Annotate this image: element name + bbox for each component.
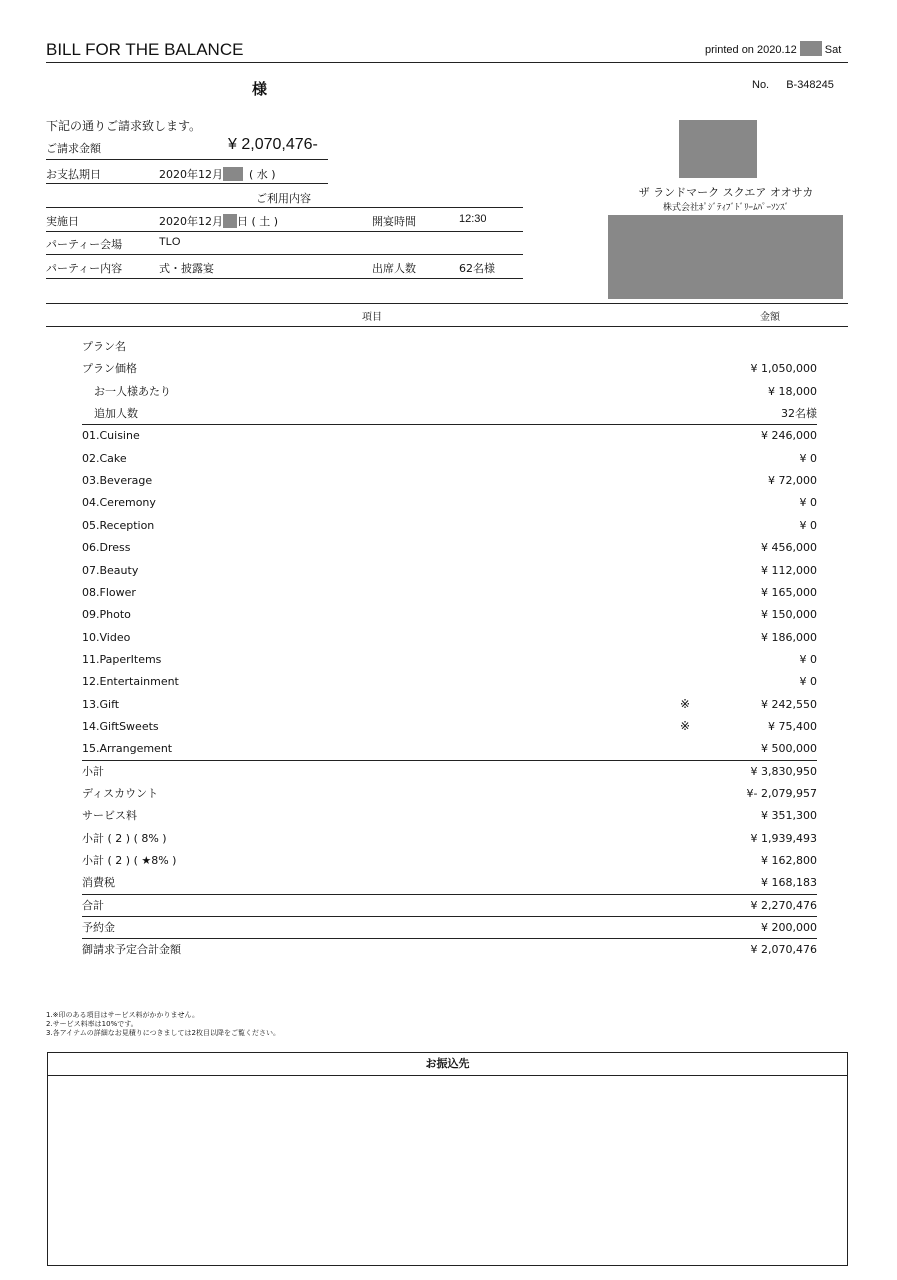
row-amount: ¥ 200,000 xyxy=(761,921,817,935)
date-value-month: 2020年12月 xyxy=(159,215,223,228)
row-amount: ¥ 0 xyxy=(799,652,817,666)
time-value: 12:30 xyxy=(459,213,487,225)
row-amount: ¥ 3,830,950 xyxy=(750,764,817,778)
row-amount: ¥ 72,000 xyxy=(768,474,817,488)
row-amount: ¥ 0 xyxy=(799,496,817,510)
due-value xyxy=(159,166,276,182)
row-amount: ¥ 112,000 xyxy=(761,563,817,577)
row-label: 09.Photo xyxy=(82,608,131,622)
row-amount: ¥ 0 xyxy=(799,451,817,465)
honorific: 様 xyxy=(252,80,268,98)
row-label: 小計 ( 2 ) ( ★8% ) xyxy=(82,854,177,868)
venue-value: TLO xyxy=(159,236,181,248)
company-name: ザ ランドマーク スクエア オオサカ xyxy=(638,186,814,199)
amount-label: ご請求金額 xyxy=(46,142,101,155)
time-label: 開宴時間 xyxy=(372,215,416,228)
redacted-block xyxy=(223,167,243,181)
usage-line xyxy=(46,207,523,208)
row-amount: ¥ 351,300 xyxy=(761,809,817,823)
company-logo-redacted xyxy=(679,120,757,178)
printed-date xyxy=(705,41,841,56)
venue-label: パーティー会場 xyxy=(46,238,123,251)
guests-value: 62名様 xyxy=(459,262,495,275)
date-label: 実施日 xyxy=(46,215,79,228)
row-label: 13.Gift xyxy=(82,697,120,711)
row-amount: 32名様 xyxy=(781,407,817,421)
note-line: 3.各アイテムの詳細なお見積りにつきましては2枚目以降をご覧ください。 xyxy=(46,1029,281,1037)
row-label: プラン名 xyxy=(82,340,126,353)
table-row xyxy=(82,627,817,648)
note-line: 2.サービス料率は10%です。 xyxy=(46,1020,138,1028)
row-label: サービス料 xyxy=(82,809,137,823)
redacted-block xyxy=(800,41,822,56)
table-row xyxy=(82,582,817,603)
table-row xyxy=(82,761,817,782)
venue-line xyxy=(46,254,523,255)
date-value xyxy=(159,213,278,229)
table-row xyxy=(82,917,817,939)
row-amount: ¥ 168,183 xyxy=(761,876,817,890)
table-row xyxy=(82,537,817,558)
table-row xyxy=(82,716,817,737)
table-row xyxy=(82,448,817,469)
row-label: 予約金 xyxy=(82,921,115,935)
note-line: 1.※印のある項目はサービス料がかかりません。 xyxy=(46,1011,199,1019)
table-row xyxy=(82,403,817,425)
row-label: 御請求予定合計金額 xyxy=(82,943,181,957)
table-row xyxy=(82,828,817,849)
table-row xyxy=(82,560,817,581)
row-label: 02.Cake xyxy=(82,451,127,465)
table-row xyxy=(82,872,817,894)
table-row xyxy=(82,939,817,960)
content-line xyxy=(46,278,523,279)
row-label: 01.Cuisine xyxy=(82,429,140,443)
row-amount: ¥ 242,550 xyxy=(761,697,817,711)
row-label: プラン価格 xyxy=(82,362,137,376)
amount-value: ¥ 2,070,476- xyxy=(228,136,318,153)
due-value-month: 2020年12月 xyxy=(159,168,223,181)
column-header-item: 項目 xyxy=(362,312,382,323)
table-row xyxy=(82,850,817,871)
table-row xyxy=(82,515,817,536)
intro-text: 下記の通りご請求致します。 xyxy=(46,119,202,133)
table-row xyxy=(82,336,817,357)
service-exempt-mark: ※ xyxy=(680,718,691,733)
no-label: No. xyxy=(752,79,770,91)
table-row xyxy=(82,649,817,670)
no-value: B-348245 xyxy=(786,79,834,91)
date-value-day: 日 ( 土 ) xyxy=(237,215,279,228)
table-row xyxy=(82,895,817,917)
row-amount: ¥ 2,270,476 xyxy=(750,898,817,912)
guests-label: 出席人数 xyxy=(372,262,416,275)
table-row xyxy=(82,671,817,692)
row-label: 合計 xyxy=(82,898,104,912)
table-row xyxy=(82,604,817,625)
row-label: 14.GiftSweets xyxy=(82,719,159,733)
column-header-amount: 金額 xyxy=(760,312,780,323)
table-row xyxy=(82,694,817,715)
row-amount: ¥ 500,000 xyxy=(761,742,817,756)
row-label: 15.Arrangement xyxy=(82,742,173,756)
row-label: お一人様あたり xyxy=(94,384,171,398)
row-amount: ¥ 150,000 xyxy=(761,608,817,622)
table-row xyxy=(82,470,817,491)
row-amount: ¥ 75,400 xyxy=(768,719,817,733)
usage-header: ご利用内容 xyxy=(256,192,311,205)
row-label: 05.Reception xyxy=(82,518,155,532)
table-row xyxy=(82,783,817,804)
amount-line xyxy=(46,159,328,160)
due-label: お支払期日 xyxy=(46,168,101,181)
row-amount: ¥- 2,079,957 xyxy=(746,787,817,800)
row-label: 08.Flower xyxy=(82,585,136,599)
header-divider xyxy=(46,62,848,63)
row-label: 12.Entertainment xyxy=(82,675,179,689)
date-line xyxy=(46,231,523,232)
table-row xyxy=(82,358,817,379)
row-label: 06.Dress xyxy=(82,541,131,555)
row-label: 小計 xyxy=(82,764,104,778)
row-amount: ¥ 162,800 xyxy=(761,854,817,868)
row-label: 11.PaperItems xyxy=(82,652,162,666)
content-label: パーティー内容 xyxy=(46,262,123,275)
bill-title: BILL FOR THE BALANCE xyxy=(46,40,244,59)
row-label: 03.Beverage xyxy=(82,474,153,488)
printed-label: printed on 2020.12 xyxy=(705,44,797,56)
row-amount: ¥ 246,000 xyxy=(761,429,817,443)
service-exempt-mark: ※ xyxy=(680,696,691,711)
transfer-title: お振込先 xyxy=(48,1053,847,1076)
table-row xyxy=(82,738,817,760)
table-row xyxy=(82,805,817,826)
table-row xyxy=(82,381,817,402)
due-line xyxy=(46,183,328,184)
content-value: 式・披露宴 xyxy=(159,262,214,275)
table-row xyxy=(82,492,817,513)
row-label: 消費税 xyxy=(82,876,115,890)
document-number xyxy=(752,79,834,91)
redacted-block xyxy=(223,214,237,228)
row-amount: ¥ 0 xyxy=(799,518,817,532)
row-amount: ¥ 456,000 xyxy=(761,541,817,555)
company-address-redacted xyxy=(608,215,843,299)
row-amount: ¥ 18,000 xyxy=(768,384,817,398)
row-amount: ¥ 2,070,476 xyxy=(750,943,817,957)
row-amount: ¥ 1,939,493 xyxy=(750,831,817,845)
printed-day: Sat xyxy=(824,44,842,56)
table-row xyxy=(82,425,817,446)
row-label: 追加人数 xyxy=(94,407,138,421)
row-label: ディスカウント xyxy=(82,787,159,800)
row-amount: ¥ 165,000 xyxy=(761,585,817,599)
company-operator: 株式会社ﾎﾟｼﾞﾃｨﾌﾞﾄﾞﾘｰﾑﾊﾟｰｿﾝｽﾞ xyxy=(662,203,789,213)
notes xyxy=(46,1011,280,1038)
row-label: 04.Ceremony xyxy=(82,496,156,510)
row-amount: ¥ 186,000 xyxy=(761,630,817,644)
row-label: 10.Video xyxy=(82,630,131,644)
due-value-weekday: ( 水 ) xyxy=(249,168,276,181)
row-label: 07.Beauty xyxy=(82,563,139,577)
row-label: 小計 ( 2 ) ( 8% ) xyxy=(82,831,167,845)
row-amount: ¥ 1,050,000 xyxy=(750,362,817,376)
transfer-box xyxy=(47,1052,848,1266)
table-header-line xyxy=(46,326,848,327)
row-amount: ¥ 0 xyxy=(799,675,817,689)
table-top-line xyxy=(46,303,848,304)
